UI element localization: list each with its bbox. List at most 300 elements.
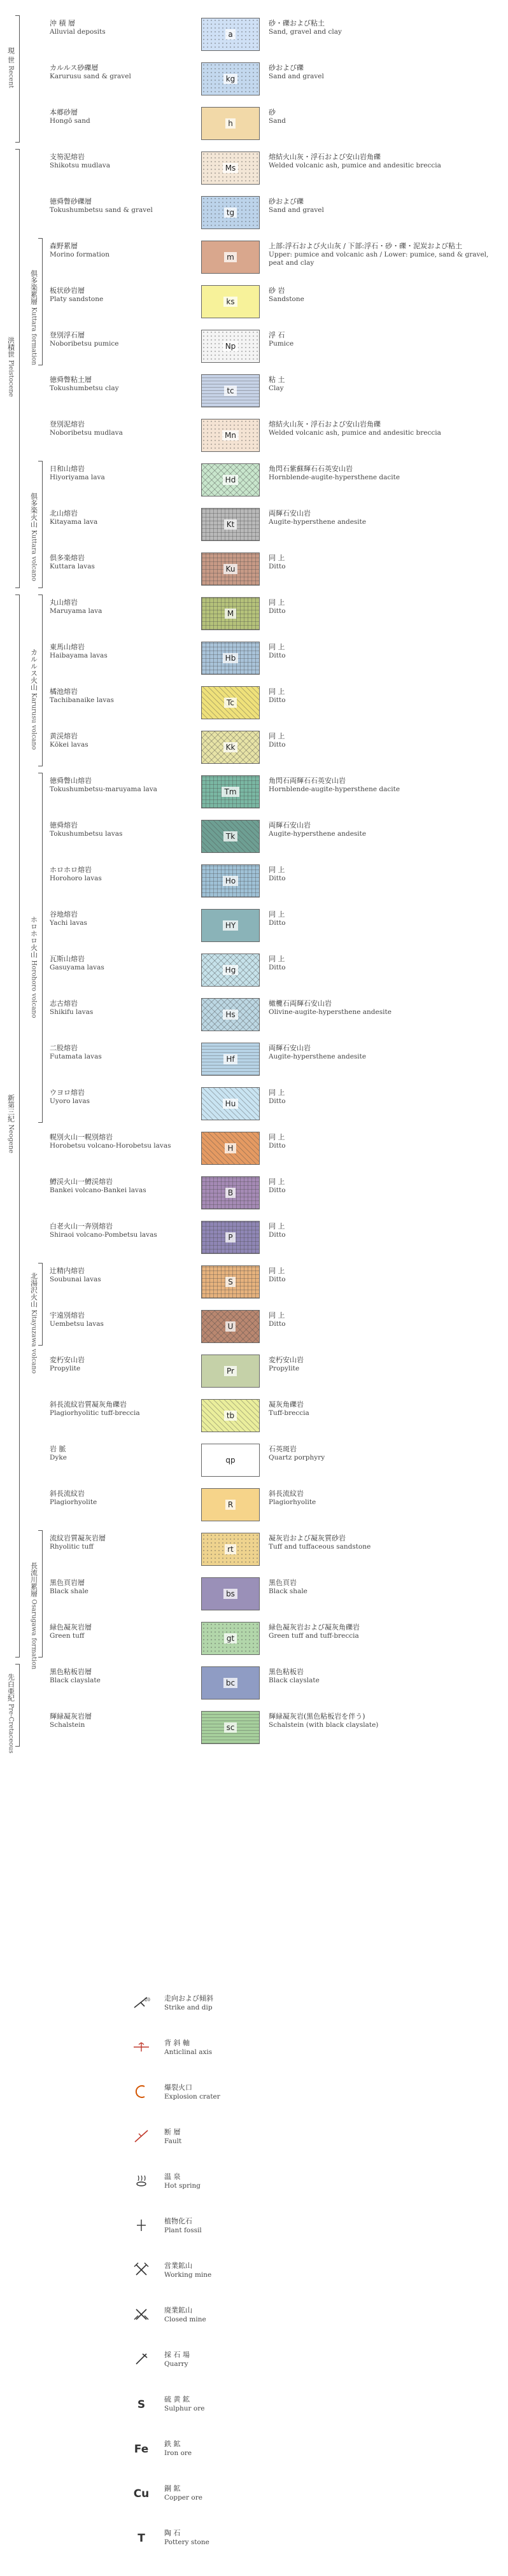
unit-name-en: Alluvial deposits [50, 28, 106, 36]
unit-name [50, 687, 196, 705]
symbol-label-jp: 採 石 場 [164, 2351, 190, 2359]
lithology [269, 910, 504, 927]
symbol-label-jp: 鉄 鉱 [164, 2440, 181, 2448]
lithology-jp: 黒色頁岩 [269, 1579, 297, 1587]
unit-code: Np [223, 341, 239, 351]
lithology-jp: 両輝石安山岩 [269, 509, 311, 517]
age-group-label [30, 916, 38, 1018]
age-group-label [30, 1562, 38, 1670]
hot-spring-icon [132, 2173, 151, 2191]
unit-name-jp: カルルス砂礫層 [50, 64, 99, 72]
unit-name [50, 242, 196, 259]
unit-swatch [201, 686, 260, 719]
symbol-glyph [131, 2351, 152, 2369]
age-group-label-en: Recent [7, 66, 15, 88]
lithology-jp: 同 上 [269, 910, 285, 918]
lithology-en: Ditto [269, 1320, 286, 1328]
lithology-jp: 橄欖石両輝石安山岩 [269, 999, 332, 1008]
unit-name [50, 1088, 196, 1106]
unit-name-en: Horohoro lavas [50, 875, 102, 882]
symbol-label-en: Plant fossil [164, 2227, 202, 2234]
lithology [269, 821, 504, 838]
unit-swatch [201, 1399, 260, 1432]
unit-code: HY [223, 920, 238, 931]
copper-icon: Cu [133, 2488, 150, 2500]
unit-swatch [201, 330, 260, 363]
unit-name [50, 955, 196, 972]
age-group-label-en: Kuttara volcano [30, 530, 38, 582]
lithology [269, 1579, 504, 1596]
unit-swatch [201, 1176, 260, 1209]
lithology [269, 732, 504, 749]
unit-name-en: Tachibanaike lavas [50, 696, 114, 704]
lithology-en: Hornblende-augite-hypersthene dacite [269, 474, 400, 481]
unit-name [50, 1222, 196, 1239]
lithology-jp: 黒色粘板岩 [269, 1668, 304, 1676]
unit-name-en: Horobetsu volcano-Horobetsu lavas [50, 1142, 171, 1150]
unit-name-jp: 支笏泥熔岩 [50, 153, 85, 161]
unit-swatch [201, 1087, 260, 1120]
unit-name [50, 19, 196, 36]
unit-name-jp: 黒色頁岩層 [50, 1579, 85, 1587]
unit-name-jp: 倶多楽熔岩 [50, 554, 85, 562]
age-group-label-jp: 新第三紀 [6, 1094, 15, 1122]
unit-swatch [201, 1043, 260, 1076]
lithology-jp: 同 上 [269, 866, 285, 874]
unit-name-jp: 緑色凝灰岩層 [50, 1623, 92, 1631]
unit-code: Tc [224, 698, 237, 708]
lithology-jp: 熔結火山灰・浮石および安山岩角礫 [269, 420, 381, 428]
unit-name [50, 420, 196, 437]
unit-name-jp: 登別泥熔岩 [50, 420, 85, 428]
age-group-bracket [42, 1530, 43, 1658]
unit-code: sc [224, 1722, 237, 1733]
lithology-en: Pumice [269, 340, 294, 348]
unit-name [50, 1178, 196, 1195]
unit-name-jp: 沖 積 層 [50, 19, 75, 27]
symbol-row [0, 2081, 508, 2126]
age-group-label-en: Kuttara formation [30, 307, 38, 365]
unit-name-en: Kitayama lava [50, 518, 98, 526]
age-group-label [30, 493, 38, 581]
unit-name-en: Tokushumbetsu clay [50, 384, 119, 392]
unit-name [50, 1044, 196, 1061]
unit-name [50, 197, 196, 215]
symbol-label-jp: 植物化石 [164, 2217, 192, 2225]
lithology-jp: 同 上 [269, 598, 285, 607]
unit-name [50, 1311, 196, 1328]
unit-name [50, 108, 196, 125]
unit-code: Mn [222, 430, 239, 440]
symbol-text [164, 1994, 213, 2012]
symbol-label-jp: 廃業鉱山 [164, 2306, 192, 2314]
lithology-en: Ditto [269, 1231, 286, 1239]
age-group-bracket [42, 773, 43, 1123]
unit-name-en: Plagiorhyolite [50, 1498, 97, 1506]
unit-name-jp: 黒色粘板岩層 [50, 1668, 92, 1676]
unit-name-jp: 瓦斯山熔岩 [50, 955, 85, 963]
lithology-en: Green tuff and tuff-breccia [269, 1632, 359, 1640]
lithology-jp: 同 上 [269, 732, 285, 740]
lithology-jp: 同 上 [269, 1311, 285, 1320]
unit-name-en: Karurusu sand & gravel [50, 73, 131, 80]
lithology-jp: 浮 石 [269, 331, 285, 339]
symbol-label-en: Working mine [164, 2271, 212, 2279]
unit-code: Tm [222, 787, 239, 797]
unit-swatch [201, 196, 260, 229]
unit-name-en: Black shale [50, 1587, 88, 1595]
unit-name [50, 1668, 196, 1685]
symbol-glyph [131, 2039, 152, 2057]
unit-code: H [225, 1143, 236, 1153]
unit-name-en: Maruyama lava [50, 607, 102, 615]
unit-name-jp: 日和山熔岩 [50, 465, 85, 473]
fault-icon [132, 2129, 151, 2146]
lithology-jp: 同 上 [269, 955, 285, 963]
unit-name-jp: 徳舜瞥粘土層 [50, 376, 92, 384]
age-group-bracket [19, 15, 20, 143]
lithology [269, 197, 504, 215]
age-group-label-jp: 先白亜紀 [6, 1673, 15, 1701]
lithology-en: Augite-hypersthene andesite [269, 830, 367, 838]
unit-swatch [201, 463, 260, 496]
unit-code: Hg [223, 965, 239, 975]
symbol-label-en: Closed mine [164, 2316, 206, 2323]
unit-name-jp: 徳舜熔岩 [50, 821, 78, 829]
unit-swatch [201, 553, 260, 586]
unit-swatch [201, 998, 260, 1031]
lithology [269, 331, 504, 348]
unit-code: a [225, 29, 235, 39]
unit-code: gt [224, 1633, 237, 1643]
age-group-label [30, 649, 38, 750]
age-group-label [7, 1094, 15, 1153]
age-group-bracket [19, 149, 20, 588]
lithology [269, 1267, 504, 1284]
lithology [269, 1534, 504, 1551]
unit-name-jp: ウヨロ熔岩 [50, 1088, 85, 1097]
unit-name-jp: ホロホロ熔岩 [50, 866, 92, 874]
plant-fossil-icon [132, 2218, 151, 2235]
lithology-jp: 上部:浮石および火山灰 / 下部:浮石・砂・礫・泥炭および粘土 [269, 242, 463, 250]
lithology [269, 1178, 504, 1195]
lithology-en: Ditto [269, 919, 286, 927]
age-group-bracket [42, 1263, 43, 1346]
symbol-label-en: Hot spring [164, 2182, 201, 2190]
unit-name-jp: 谷地熔岩 [50, 910, 78, 918]
symbol-text [164, 2350, 190, 2368]
symbol-label-jp: 陶 石 [164, 2529, 181, 2537]
symbol-glyph [131, 2485, 152, 2503]
age-group-label-en: Pleistocene [7, 360, 15, 397]
age-group-label [7, 337, 15, 397]
lithology [269, 1088, 504, 1106]
lithology-en: Ditto [269, 1276, 286, 1283]
lithology [269, 242, 504, 267]
lithology-jp: 砂および礫 [269, 197, 304, 206]
unit-name-en: Yachi lavas [50, 919, 87, 927]
unit-code: Ms [223, 163, 239, 173]
unit-swatch [201, 1622, 260, 1655]
symbol-row [0, 2215, 508, 2260]
unit-name-en: Platy sandstone [50, 295, 104, 303]
lithology-jp: 砂 岩 [269, 286, 285, 295]
symbol-label-jp: 走向および傾斜 [164, 1994, 213, 2002]
symbol-glyph [131, 2396, 152, 2414]
lithology-jp: 凝灰角礫岩 [269, 1400, 304, 1409]
lithology-en: Ditto [269, 741, 286, 749]
lithology [269, 1356, 504, 1373]
unit-swatch [201, 731, 260, 764]
unit-name [50, 1400, 196, 1418]
unit-name-en: Tokushumbetsu lavas [50, 830, 123, 838]
symbol-text [164, 2261, 211, 2279]
symbol-glyph [131, 2129, 152, 2146]
lithology-jp: 粘 土 [269, 376, 285, 384]
lithology [269, 1712, 504, 1729]
unit-name [50, 1712, 196, 1729]
lithology [269, 376, 504, 393]
unit-name-jp: 白老火山一奔別熔岩 [50, 1222, 113, 1230]
unit-name-en: Bankei volcano-Bankei lavas [50, 1186, 146, 1194]
unit-code: Pr [224, 1366, 237, 1376]
unit-name [50, 64, 196, 81]
age-group-label-en: Karurusu volcano [30, 693, 38, 750]
unit-swatch [201, 151, 260, 185]
age-group-label-jp: 現 世 [6, 47, 15, 64]
symbol-label-en: Sulphur ore [164, 2405, 205, 2412]
lithology [269, 598, 504, 616]
age-group-label [30, 270, 38, 365]
symbol-row [0, 2037, 508, 2081]
unit-swatch [201, 18, 260, 51]
lithology [269, 866, 504, 883]
symbol-label-en: Anticlinal axis [164, 2048, 213, 2056]
symbol-text [164, 2127, 181, 2146]
unit-name [50, 1133, 196, 1150]
age-group-label [30, 1272, 38, 1374]
lithology-en: Ditto [269, 1142, 286, 1150]
unit-swatch [201, 1666, 260, 1700]
unit-name-en: Soubunai lavas [50, 1276, 101, 1283]
symbol-text [164, 2484, 202, 2502]
unit-code: qp [223, 1455, 237, 1465]
lithology-en: Propylite [269, 1365, 300, 1372]
symbol-text [164, 2395, 204, 2413]
lithology-en: Olivine-augite-hypersthene andesite [269, 1008, 392, 1016]
age-group-bracket [42, 461, 43, 588]
unit-swatch [201, 508, 260, 541]
unit-name-en: Kuttara lavas [50, 563, 95, 570]
age-group-bracket [19, 1664, 20, 1747]
unit-code: Hf [223, 1054, 237, 1064]
symbol-label-jp: 営業鉱山 [164, 2262, 192, 2270]
lithology-en: Hornblende-augite-hypersthene dacite [269, 785, 400, 793]
symbol-text [164, 2038, 212, 2057]
lithology-en: Tuff and tuffaceous sandstone [269, 1543, 371, 1551]
unit-name-en: Gasuyama lavas [50, 964, 104, 971]
unit-name-en: Rhyolitic tuff [50, 1543, 94, 1551]
lithology-en: Ditto [269, 1097, 286, 1105]
unit-name [50, 153, 196, 170]
unit-name-en: Green tuff [50, 1632, 85, 1640]
unit-code: rt [225, 1544, 236, 1554]
lithology-en: Schalstein (with black clayslate) [269, 1721, 379, 1729]
unit-swatch [201, 1444, 260, 1477]
unit-name-jp: 本郷砂層 [50, 108, 78, 116]
age-group-label-jp: 北湯沢火山 [29, 1272, 38, 1307]
symbol-label-jp: 温 泉 [164, 2172, 181, 2181]
lithology-jp: 同 上 [269, 643, 285, 651]
lithology [269, 687, 504, 705]
symbol-glyph [131, 2173, 152, 2191]
symbol-glyph [131, 2262, 152, 2280]
unit-swatch [201, 1310, 260, 1343]
unit-code: tb [224, 1411, 237, 1421]
lithology-en: Plagiorhyolite [269, 1498, 316, 1506]
lithology [269, 1445, 504, 1462]
unit-name-jp: 岩 脈 [50, 1445, 66, 1453]
symbol-glyph [131, 2530, 152, 2547]
lithology-jp: 角閃石両輝石石英安山岩 [269, 777, 346, 785]
symbol-text [164, 2083, 220, 2101]
lithology-jp: 角閃石紫蘇輝石石英安山岩 [269, 465, 353, 473]
unit-name-jp: 斜長流紋岩質凝灰角礫岩 [50, 1400, 127, 1409]
anticline-icon [132, 2039, 151, 2057]
symbol-row [0, 2438, 508, 2482]
unit-name-jp: 輝緑凝灰岩層 [50, 1712, 92, 1721]
unit-name [50, 1623, 196, 1640]
unit-name-en: Shikotsu mudlava [50, 162, 110, 169]
unit-code: h [225, 118, 236, 129]
unit-name-jp: 辻精内熔岩 [50, 1267, 85, 1275]
working-mine-icon [132, 2262, 151, 2280]
unit-name [50, 331, 196, 348]
unit-name-jp: 登別浮石層 [50, 331, 85, 339]
unit-name [50, 598, 196, 616]
unit-name-en: Noboribetsu mudlava [50, 429, 123, 437]
unit-name [50, 286, 196, 304]
lithology-jp: 輝緑凝灰岩(黒色粘板岩を伴う) [269, 1712, 365, 1721]
lithology-en: Sandstone [269, 295, 304, 303]
unit-name [50, 1356, 196, 1373]
unit-name [50, 821, 196, 838]
unit-name [50, 1579, 196, 1596]
lithology-jp: 石英斑岩 [269, 1445, 297, 1453]
unit-name [50, 999, 196, 1017]
unit-name-en: Noboribetsu pumice [50, 340, 119, 348]
iron-icon: Fe [134, 2443, 149, 2456]
unit-name-en: Haibayama lavas [50, 652, 108, 659]
unit-name-jp: 志古熔岩 [50, 999, 78, 1008]
age-group-label-jp: ホロホロ火山 [29, 916, 38, 958]
symbol-glyph [131, 2440, 152, 2458]
unit-name [50, 554, 196, 571]
symbol-row [0, 2304, 508, 2349]
lithology [269, 1668, 504, 1685]
unit-name-en: Tokushumbetsu-maruyama lava [50, 785, 157, 793]
unit-swatch [201, 285, 260, 318]
unit-name [50, 643, 196, 660]
lithology-jp: 砂・礫および粘土 [269, 19, 325, 27]
quarry-icon [132, 2351, 151, 2369]
unit-name-jp: 板状砂岩層 [50, 286, 85, 295]
lithology [269, 1623, 504, 1640]
symbol-text [164, 2216, 202, 2235]
symbol-label-en: Copper ore [164, 2494, 202, 2502]
unit-name-en: Hongō sand [50, 117, 90, 125]
symbol-label-jp: 断 層 [164, 2128, 181, 2136]
unit-swatch [201, 1221, 260, 1254]
lithology-jp: 砂 [269, 108, 276, 116]
unit-name [50, 866, 196, 883]
unit-swatch [201, 642, 260, 675]
unit-code: Hs [223, 1010, 237, 1020]
age-group-label [7, 1673, 15, 1754]
age-group-label-jp: 倶多楽火山 [29, 493, 38, 528]
symbol-text [164, 2172, 201, 2190]
unit-swatch [201, 864, 260, 897]
lithology [269, 1044, 504, 1061]
unit-swatch [201, 1132, 260, 1165]
unit-name-jp: 斜長流紋岩 [50, 1489, 85, 1498]
lithology [269, 1400, 504, 1418]
unit-name-en: Propylite [50, 1365, 81, 1372]
age-group-bracket [19, 595, 20, 1658]
unit-name [50, 1534, 196, 1551]
symbol-glyph [131, 2307, 152, 2325]
age-group-label-en: Pre-Cretaceous [7, 1703, 15, 1754]
lithology [269, 108, 504, 125]
unit-code: tc [224, 386, 236, 396]
unit-code: Hd [223, 475, 239, 485]
unit-name-en: Morino formation [50, 251, 109, 258]
age-group-label-jp: 洪積世 [6, 337, 15, 358]
unit-code: ks [223, 297, 237, 307]
lithology-en: Ditto [269, 607, 286, 615]
lithology [269, 1311, 504, 1328]
unit-swatch [201, 1577, 260, 1610]
unit-name-jp: 丸山熔岩 [50, 598, 78, 607]
pottery-icon: T [138, 2532, 145, 2545]
lithology [269, 999, 504, 1017]
unit-swatch [201, 954, 260, 987]
unit-code: tg [224, 208, 237, 218]
symbol-label-jp: 背 斜 軸 [164, 2039, 190, 2047]
symbol-glyph [131, 2084, 152, 2102]
lithology [269, 643, 504, 660]
unit-swatch [201, 107, 260, 140]
lithology-en: Black shale [269, 1587, 307, 1595]
lithology-jp: 同 上 [269, 1088, 285, 1097]
unit-swatch [201, 1265, 260, 1299]
lithology-en: Ditto [269, 875, 286, 882]
unit-swatch [201, 419, 260, 452]
symbol-label-en: Pottery stone [164, 2538, 209, 2546]
lithology-jp: 凝灰岩および凝灰質砂岩 [269, 1534, 346, 1542]
unit-name [50, 376, 196, 393]
unit-swatch [201, 1488, 260, 1521]
unit-name-en: Kōkei lavas [50, 741, 88, 749]
unit-name [50, 910, 196, 927]
lithology-en: Ditto [269, 696, 286, 704]
symbol-row [0, 1992, 508, 2037]
lithology-en: Black clayslate [269, 1677, 320, 1684]
unit-name-jp: 流紋岩質凝灰岩層 [50, 1534, 106, 1542]
lithology-jp: 同 上 [269, 554, 285, 562]
symbol-row [0, 2171, 508, 2215]
lithology [269, 64, 504, 81]
